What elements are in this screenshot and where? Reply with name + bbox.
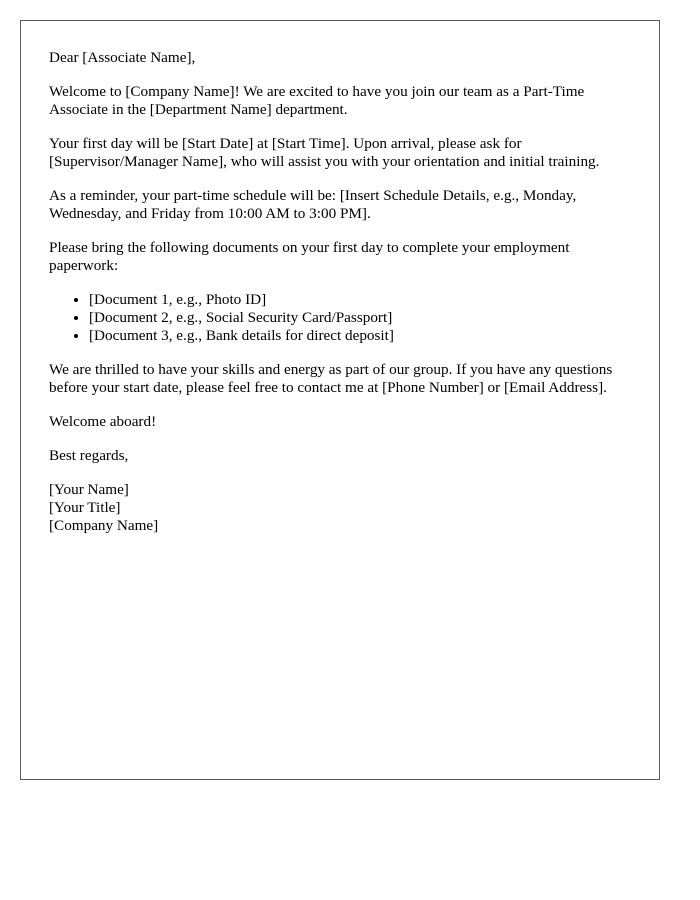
welcome-aboard-line: Welcome aboard! [49, 413, 157, 430]
letter-document [20, 20, 660, 780]
closing-paragraph: We are thrilled to have your skills and energy as part of our group. If you have any questions before your start date, please feel free to contact me at [Phone Number] or [Email Address]. [49, 361, 613, 396]
list-item: • [Document 2, e.g., Social Security Card/Passport] [89, 309, 631, 327]
documents-intro-paragraph: Please bring the following documents on your first day to complete your employment paperwork: [49, 239, 570, 274]
signature-title: [Your Title] [49, 499, 121, 516]
list-item: • [Document 3, e.g., Bank details for direct deposit] [89, 327, 631, 345]
salutation: Dear [Associate Name], [49, 49, 196, 66]
signature-company: [Company Name] [49, 517, 159, 534]
sign-off: Best regards, [49, 447, 129, 464]
signature-block [49, 481, 631, 535]
documents-list [49, 291, 631, 345]
first-day-paragraph: Your first day will be [Start Date] at [Start Time]. Upon arrival, please ask for [Supervisor/Manager Name], who will assist you with your orientation and initial training. [49, 135, 600, 170]
signature-name: [Your Name] [49, 481, 129, 498]
schedule-paragraph: As a reminder, your part-time schedule will be: [Insert Schedule Details, e.g., Monday, Wednesday, and Friday from 10:00 AM to 3:00 PM]. [49, 187, 577, 222]
welcome-paragraph: Welcome to [Company Name]! We are excited to have you join our team as a Part-Time Associate in the [Department Name] department. [49, 83, 585, 118]
list-item: • [Document 1, e.g., Photo ID] [89, 291, 631, 309]
